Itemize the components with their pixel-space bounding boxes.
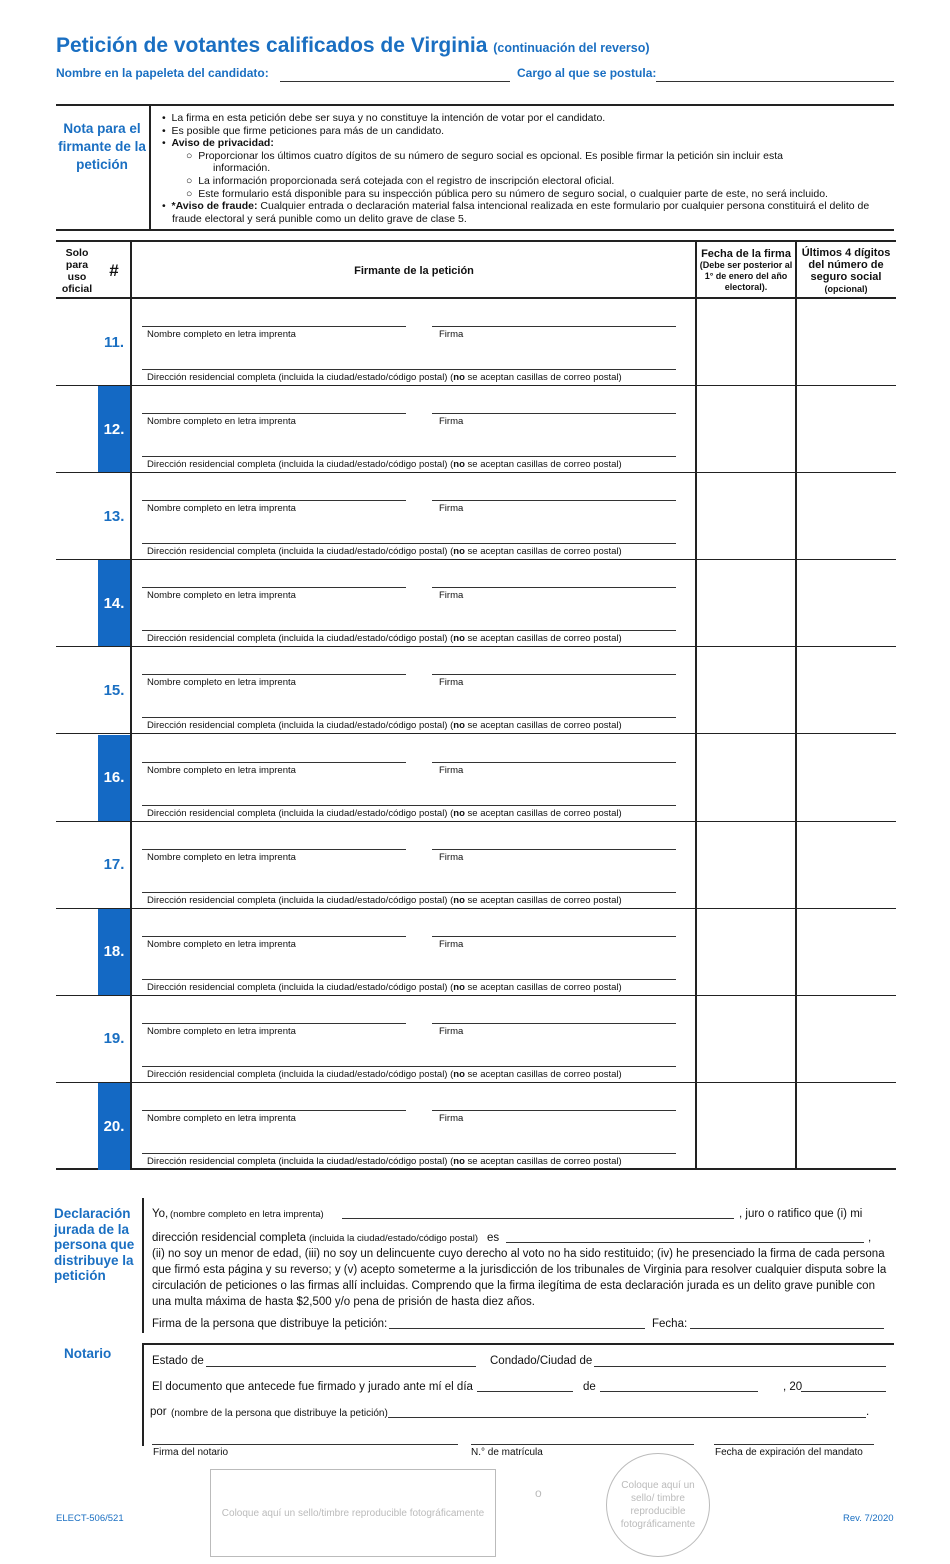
signature-date-cell[interactable]: [697, 473, 795, 559]
signature-field[interactable]: [432, 674, 676, 675]
address-label-b: se aceptan casillas de correo postal): [464, 720, 622, 732]
signature-field[interactable]: [432, 762, 676, 763]
address-field[interactable]: [142, 630, 676, 631]
privacy-title: Aviso de privacidad:: [171, 137, 274, 150]
address-label-a: Dirección residencial completa (incluida la ciudad/estado/código postal) (: [147, 1155, 454, 1167]
decl-yo: Yo,: [152, 1208, 169, 1220]
signature-date-cell[interactable]: [697, 822, 795, 908]
notary-de-label: de: [583, 1381, 596, 1393]
printed-name-label: Nombre completo en letra imprenta: [147, 590, 296, 602]
decl-es: es: [487, 1232, 500, 1244]
distributor-name-field[interactable]: [342, 1208, 734, 1219]
notary-label: Notario: [64, 1346, 112, 1361]
notary-year-field[interactable]: [801, 1391, 886, 1392]
address-label-b: se aceptan casillas de correo postal): [464, 372, 622, 383]
address-label-no: no: [453, 981, 465, 993]
candidate-name-label: Nombre en la papeleta del candidato:: [56, 66, 269, 80]
signature-row: [56, 822, 896, 909]
address-label-a: Dirección residencial completa (incluida la ciudad/estado/código postal) (: [147, 459, 454, 471]
note-text: • La firma en esta petición debe ser suya y no constituye la intención de votar por el candidato. • Es posible que firme peticiones para más de un candidato. • Aviso de privacidad: ○ Proporcionar los últimos cuatro dígitos de su número de seguro social es opcional. Es posible firmar la petición sin incluir esta información. ○ La información proporcionada será cotejada con el registro de inscripción electoral oficial. ○ Este formulario está disponible para su inspección pública pero su número de seguro social, o cualquier parte de este, no será incluido. • *Aviso de fraude: Cualquier entrada o declaración material falsa intencional realizada en este formulario por cualquier persona constituirá el delito de fraude electoral y será punible como un delito grave de clase 5.: [162, 112, 870, 225]
signature-field[interactable]: [432, 500, 676, 501]
address-label: [147, 372, 622, 383]
header-ssn-sub: (opcional): [824, 283, 868, 294]
header-date-sub: (Debe ser posterior al 1° de enero del año electoral).: [699, 260, 793, 292]
address-label-b: se aceptan casillas de correo postal): [464, 546, 622, 558]
signature-date-cell[interactable]: [697, 996, 795, 1082]
notary-por-field[interactable]: [388, 1417, 866, 1418]
printed-name-field[interactable]: [142, 326, 406, 327]
printed-name-label: Nombre completo en letra imprenta: [147, 329, 296, 340]
notary-por-label: por: [150, 1406, 167, 1418]
page-title: Petición de votantes calificados de Virginia (continuación del reverso): [56, 34, 650, 57]
ssn-last4-cell[interactable]: [797, 299, 896, 385]
declaration-body: [152, 1206, 887, 1332]
address-label-no: no: [453, 807, 465, 819]
address-label-b: se aceptan casillas de correo postal): [464, 981, 622, 993]
row-number: 13.: [103, 507, 125, 525]
page-subtitle: (continuación del reverso): [493, 41, 650, 55]
header-official-use: Solo para uso oficial: [61, 246, 93, 295]
address-label-no: no: [453, 633, 465, 645]
decl-body-1: (ii) no soy un menor de edad, (iii) no soy un delincuente cuyo derecho al voto no ha sido restituido; (iv) he presenciado la firma de cada persona: [152, 1248, 885, 1260]
privacy-item-3: Este formulario está disponible para su inspección pública pero su número de seguro social, o cualquier parte de este, no será incluido.: [198, 187, 828, 200]
signature-label: Firma: [439, 1112, 464, 1124]
printed-name-field[interactable]: [142, 762, 406, 763]
address-label: [147, 895, 622, 906]
signature-rows: [56, 299, 896, 1170]
address-label-no: no: [453, 546, 465, 558]
privacy-item-1-cont: información.: [213, 162, 271, 175]
office-label: Cargo al que se postula:: [517, 66, 657, 80]
printed-name-field[interactable]: [142, 936, 406, 937]
seal-or: o: [535, 1486, 542, 1500]
ssn-last4-cell[interactable]: [797, 560, 896, 646]
notary-signature-label: Firma del notario: [153, 1447, 229, 1458]
signature-field[interactable]: [432, 849, 676, 850]
signature-table: [56, 240, 896, 1170]
privacy-item-1: Proporcionar los últimos cuatro dígitos de su número de seguro social es opcional. Es posible firmar la petición sin incluir esta: [198, 149, 783, 162]
printed-name-field[interactable]: [142, 587, 406, 588]
notary-county-field[interactable]: [594, 1366, 886, 1367]
signature-label: Firma: [439, 1025, 464, 1037]
printed-name-field[interactable]: [142, 500, 406, 501]
ssn-last4-cell[interactable]: [797, 386, 896, 472]
address-field[interactable]: [142, 543, 676, 544]
signer-note-box: [56, 104, 894, 231]
signature-row: [56, 386, 896, 473]
signature-field[interactable]: [432, 413, 676, 414]
address-label: [147, 459, 622, 470]
notary-registration-label: N.° de matrícula: [471, 1447, 543, 1458]
signature-label: Firma: [439, 938, 464, 950]
notary-period: .: [866, 1406, 870, 1418]
address-label: [147, 546, 622, 557]
printed-name-label: Nombre completo en letra imprenta: [147, 503, 296, 515]
address-label-no: no: [453, 894, 465, 906]
candidate-name-field[interactable]: [280, 81, 510, 82]
row-number: 11.: [103, 333, 125, 351]
row-number: 20.: [98, 1083, 130, 1170]
fraud-text: Cualquier entrada o declaración material falsa intencional realizada en este formulario por cualquier persona constituirá el delito de fraude electoral y será punible como un delito grave de clase 5.: [172, 200, 870, 225]
note-label: Nota para el firmante de la petición: [58, 121, 146, 172]
notary-signature-field[interactable]: [152, 1444, 458, 1445]
header-ssn: [796, 242, 896, 299]
signature-row: [56, 909, 896, 996]
office-field[interactable]: [656, 81, 894, 82]
ssn-last4-cell[interactable]: [797, 735, 896, 821]
printed-name-field[interactable]: [142, 1023, 406, 1024]
candidate-row: [56, 66, 896, 84]
distributor-date-field[interactable]: [690, 1318, 884, 1329]
row-number: 15.: [103, 681, 125, 699]
signature-date-cell[interactable]: [697, 909, 795, 995]
signature-label: Firma: [439, 851, 464, 863]
address-field[interactable]: [142, 805, 676, 806]
signature-date-cell[interactable]: [697, 1083, 795, 1170]
address-label: [147, 808, 622, 819]
printed-name-label: Nombre completo en letra imprenta: [147, 677, 296, 689]
address-label-b: se aceptan casillas de correo postal): [464, 633, 622, 645]
signature-date-cell[interactable]: [697, 647, 795, 733]
signature-label: Firma: [439, 416, 464, 428]
notary-sworn-label: El documento que antecede fue firmado y jurado ante mí el día: [152, 1381, 473, 1393]
header-number: #: [109, 260, 119, 280]
notary-expiration-field[interactable]: [714, 1444, 874, 1445]
signature-row: [56, 996, 896, 1083]
header-date: [696, 242, 796, 299]
address-label-a: Dirección residencial completa (incluida la ciudad/estado/código postal) (: [147, 894, 454, 906]
address-field[interactable]: [142, 979, 676, 980]
row-number: 12.: [98, 386, 130, 472]
address-label-b: se aceptan casillas de correo postal): [464, 894, 622, 906]
ssn-last4-cell[interactable]: [797, 909, 896, 995]
notary-state-label: Estado de: [152, 1355, 204, 1367]
printed-name-field[interactable]: [142, 413, 406, 414]
printed-name-label: Nombre completo en letra imprenta: [147, 764, 296, 776]
printed-name-label: Nombre completo en letra imprenta: [147, 1112, 296, 1124]
signature-row: [56, 299, 896, 386]
address-label-a: Dirección residencial completa (incluida la ciudad/estado/código postal) (: [147, 807, 454, 819]
row-number: 14.: [98, 560, 130, 646]
address-field[interactable]: [142, 456, 676, 457]
address-label-b: se aceptan casillas de correo postal): [464, 1155, 622, 1167]
notary-state-field[interactable]: [206, 1366, 476, 1367]
declaration-label: Declaración jurada de la persona que distribuye la petición: [54, 1206, 135, 1284]
signature-row: [56, 1083, 896, 1170]
address-field[interactable]: [142, 1153, 676, 1154]
decl-signature-label: Firma de la persona que distribuye la petición:: [152, 1318, 388, 1330]
decl-body-4: una multa máxima de hasta $2,500 y/o pena de prisión de hasta diez años.: [152, 1296, 535, 1308]
signature-row: [56, 560, 896, 647]
ssn-last4-cell[interactable]: [797, 1083, 896, 1170]
address-field[interactable]: [142, 1066, 676, 1067]
decl-address-label: dirección residencial completa: [152, 1232, 307, 1244]
row-number: 19.: [103, 1030, 125, 1048]
ssn-last4-cell[interactable]: [797, 822, 896, 908]
decl-name-hint: (nombre completo en letra imprenta): [170, 1209, 324, 1220]
signature-field[interactable]: [432, 587, 676, 588]
ssn-last4-cell[interactable]: [797, 473, 896, 559]
signature-label: Firma: [439, 677, 464, 689]
note-bullet-2: Es posible que firme peticiones para más de un candidato.: [171, 124, 445, 137]
address-field[interactable]: [142, 892, 676, 893]
printed-name-label: Nombre completo en letra imprenta: [147, 416, 296, 428]
address-label-a: Dirección residencial completa (incluida la ciudad/estado/código postal) (: [147, 546, 454, 558]
printed-name-field[interactable]: [142, 674, 406, 675]
address-label-b: se aceptan casillas de correo postal): [464, 1068, 622, 1080]
notary-registration-field[interactable]: [471, 1444, 694, 1445]
address-label-no: no: [453, 1155, 465, 1167]
address-label: [147, 1156, 622, 1167]
fraud-title: *Aviso de fraude:: [171, 200, 258, 213]
seal-circle-text: Coloque aquí un sello/ timbre reproducible fotográficamente: [620, 1480, 696, 1530]
address-label-no: no: [453, 1068, 465, 1080]
signature-row: [56, 647, 896, 734]
revision: Rev. 7/2020: [843, 1513, 894, 1524]
address-label-no: no: [453, 720, 465, 732]
address-label-a: Dirección residencial completa (incluida la ciudad/estado/código postal) (: [147, 720, 454, 732]
notary-month-field[interactable]: [600, 1391, 758, 1392]
signature-field[interactable]: [432, 1023, 676, 1024]
decl-comma: ,: [868, 1232, 872, 1244]
signature-row: [56, 473, 896, 560]
notary-expiration-label: Fecha de expiración del mandato: [715, 1447, 863, 1458]
signature-label: Firma: [439, 329, 464, 340]
signature-date-cell[interactable]: [697, 299, 795, 385]
decl-address-hint: (incluida la ciudad/estado/código postal): [309, 1233, 478, 1244]
table-header: [56, 242, 896, 299]
row-number: 18.: [98, 909, 130, 995]
printed-name-label: Nombre completo en letra imprenta: [147, 938, 296, 950]
seal-box-circle: [606, 1453, 710, 1557]
address-label: [147, 982, 622, 993]
signature-date-cell[interactable]: [697, 735, 795, 821]
address-label-a: Dirección residencial completa (incluida la ciudad/estado/código postal) (: [147, 633, 454, 645]
notary-por-hint: (nombre de la persona que distribuye la petición): [171, 1408, 388, 1419]
address-label-b: se aceptan casillas de correo postal): [464, 807, 622, 819]
address-label: [147, 720, 622, 731]
note-bullet-1: La firma en esta petición debe ser suya y no constituye la intención de votar por el candidato.: [171, 112, 606, 124]
signature-date-cell[interactable]: [697, 560, 795, 646]
notary-day-field[interactable]: [477, 1391, 573, 1392]
ssn-last4-cell[interactable]: [797, 996, 896, 1082]
signature-row: [56, 735, 896, 822]
distributor-signature-field[interactable]: [389, 1318, 645, 1329]
address-label-no: no: [453, 459, 465, 471]
address-field[interactable]: [142, 369, 676, 370]
address-field[interactable]: [142, 717, 676, 718]
address-label-a: Dirección residencial completa (incluida la ciudad/estado/código postal) (: [147, 372, 454, 383]
printed-name-label: Nombre completo en letra imprenta: [147, 851, 296, 863]
row-number: 16.: [98, 735, 130, 821]
printed-name-field[interactable]: [142, 849, 406, 850]
notary-year-label: , 20: [783, 1381, 803, 1393]
address-label-b: se aceptan casillas de correo postal): [464, 459, 622, 471]
printed-name-label: Nombre completo en letra imprenta: [147, 1025, 296, 1037]
printed-name-field[interactable]: [142, 1110, 406, 1111]
decl-swear: , juro o ratifico que (i) mi: [739, 1208, 863, 1220]
seal-rect-text: Coloque aquí un sello/timbre reproducible fotográficamente: [221, 1507, 485, 1519]
signature-field[interactable]: [432, 326, 676, 327]
header-date-title: Fecha de la firma: [701, 248, 791, 260]
decl-body-2: que firmó esta página y su reverso; y (v) acepto someterme a la jurisdicción de los tribunales de Virginia para resolver cualquier disputa sobre la: [152, 1264, 887, 1276]
row-number: 17.: [103, 856, 125, 874]
notary-county-label: Condado/Ciudad de: [490, 1355, 593, 1367]
privacy-item-2: La información proporcionada será cotejada con el registro de inscripción electoral oficial.: [198, 174, 615, 187]
signature-field[interactable]: [432, 1110, 676, 1111]
decl-body-3: circulación de peticiones o las firmas allí incluidas. Comprendo que la firma ilegítima de esta declaración jurada es un delito grave punible con: [152, 1280, 875, 1292]
signature-field[interactable]: [432, 936, 676, 937]
distributor-address-field[interactable]: [506, 1232, 864, 1243]
address-label-no: no: [453, 372, 465, 383]
seal-box-rectangle: [210, 1469, 496, 1557]
address-label: [147, 1069, 622, 1080]
address-label-a: Dirección residencial completa (incluida la ciudad/estado/código postal) (: [147, 981, 454, 993]
address-label: [147, 633, 622, 644]
header-signer: Firmante de la petición: [354, 264, 474, 277]
ssn-last4-cell[interactable]: [797, 647, 896, 733]
header-ssn-title: Últimos 4 dígitos del número de seguro social: [801, 246, 891, 283]
signature-date-cell[interactable]: [697, 386, 795, 472]
signature-label: Firma: [439, 764, 464, 776]
form-id: ELECT-506/521: [56, 1513, 124, 1524]
address-label-a: Dirección residencial completa (incluida la ciudad/estado/código postal) (: [147, 1068, 454, 1080]
signature-label: Firma: [439, 590, 464, 602]
signature-label: Firma: [439, 503, 464, 515]
decl-date-label: Fecha:: [652, 1318, 688, 1330]
